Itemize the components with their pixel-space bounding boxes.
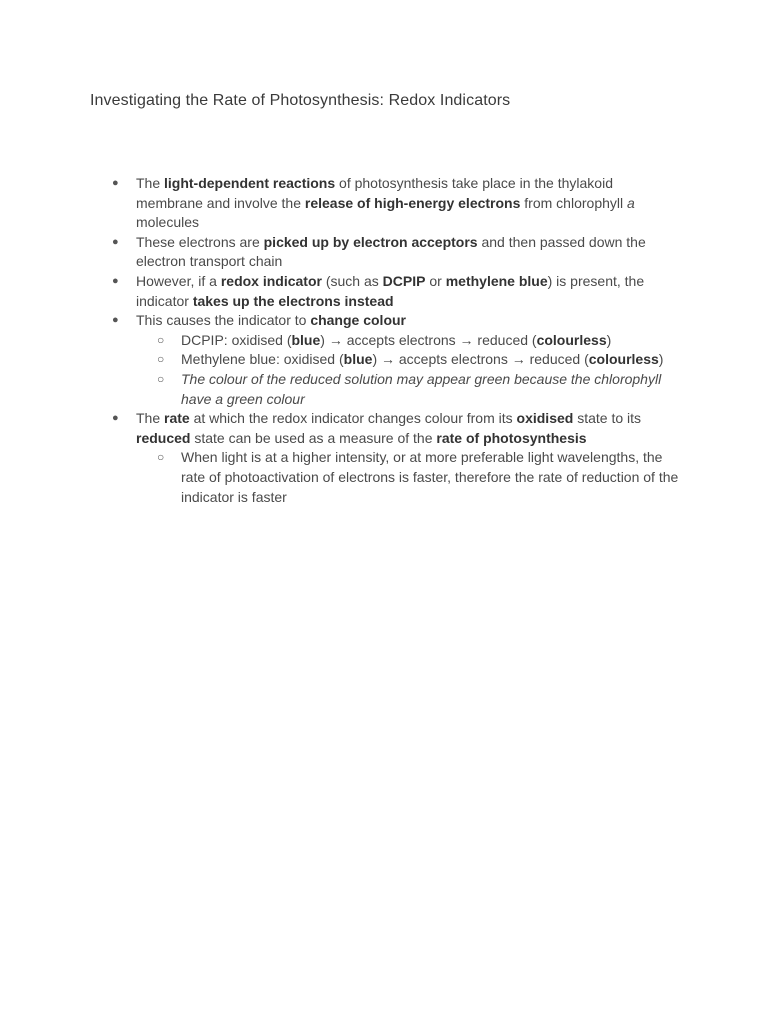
item-bold-text: blue [343,351,373,368]
item-text: state can be used as a measure of the [190,429,437,446]
list-item [0,272,768,311]
item-bold-text: rate of photosynthesis [436,429,587,446]
sub-list-item [0,370,768,409]
list-item [0,409,768,448]
hollow-bullet-icon: ○ [157,332,165,347]
item-text: from chlorophyll [520,194,627,211]
item-text: ) → accepts electrons → reduced ( [372,351,589,368]
item-bold-text: DCPIP [382,272,426,289]
item-bold-text: change colour [310,312,406,329]
item-text: The [136,410,165,427]
list-item [0,311,768,331]
hollow-bullet-icon: ○ [157,371,165,386]
bullet-icon: ● [112,177,119,189]
document-title: Investigating the Rate of Photosynthesis: Redox Indicators [90,92,511,109]
item-text: at which the redox indicator changes colour from its [189,410,517,427]
sub-list-item [0,350,768,370]
item-text: ) [606,331,612,348]
item-bold-text: oxidised [516,410,574,427]
item-text: These electrons are [136,233,264,250]
bullet-icon: ● [112,412,119,425]
item-bold-text: release of high-energy electrons [304,194,521,211]
item-bold-text: blue [291,331,321,348]
bullet-icon: ● [112,235,119,248]
item-text: DCPIP: oxidised ( [181,331,292,348]
item-text: state to its [573,410,642,427]
item-bold-text: reduced [136,429,191,446]
bullet-list [0,174,768,507]
list-item [0,174,768,233]
item-text: and then passed down the electron transport chain [136,233,646,270]
item-text: or [425,272,446,289]
item-bold-text: colourless [536,331,607,348]
item-bold-text: light-dependent reactions [164,175,336,191]
item-bold-text: redox indicator [220,272,322,289]
item-text: However, if a [136,272,221,289]
item-bold-text: picked up by electron acceptors [263,233,478,250]
item-bold-text: colourless [588,351,659,368]
hollow-bullet-icon: ○ [157,450,165,465]
sub-list-item [0,331,768,351]
item-text: (such as [321,272,383,289]
hollow-bullet-icon: ○ [157,352,165,367]
item-italic-text: a [627,194,635,211]
item-text: ) [658,351,664,368]
list-item [0,233,768,272]
item-bold-text: rate [164,410,190,427]
item-text: Methylene blue: oxidised ( [181,351,344,368]
item-text: ) is present, the indicator [136,272,645,309]
bullet-icon: ● [112,314,119,327]
sub-list-item [0,448,768,507]
item-text: molecules [136,214,200,231]
item-text: ) → accepts electrons → reduced ( [320,331,537,348]
item-italic-text: The colour of the reduced solution may appear green because the chlorophyll have a green colour [181,370,662,407]
item-text: The [136,175,165,191]
item-text: This causes the indicator to [136,312,311,329]
item-text: When light is at a higher intensity, or at more preferable light wavelengths, the rate of photoactivation of electrons is faster, therefore the rate of reduction of the indicator is faster [181,449,679,505]
bullet-icon: ● [112,274,119,287]
item-bold-text: methylene blue [445,272,548,289]
item-text: of photosynthesis take place in the thylakoid membrane and involve the [136,175,613,211]
item-bold-text: takes up the electrons instead [192,292,394,309]
